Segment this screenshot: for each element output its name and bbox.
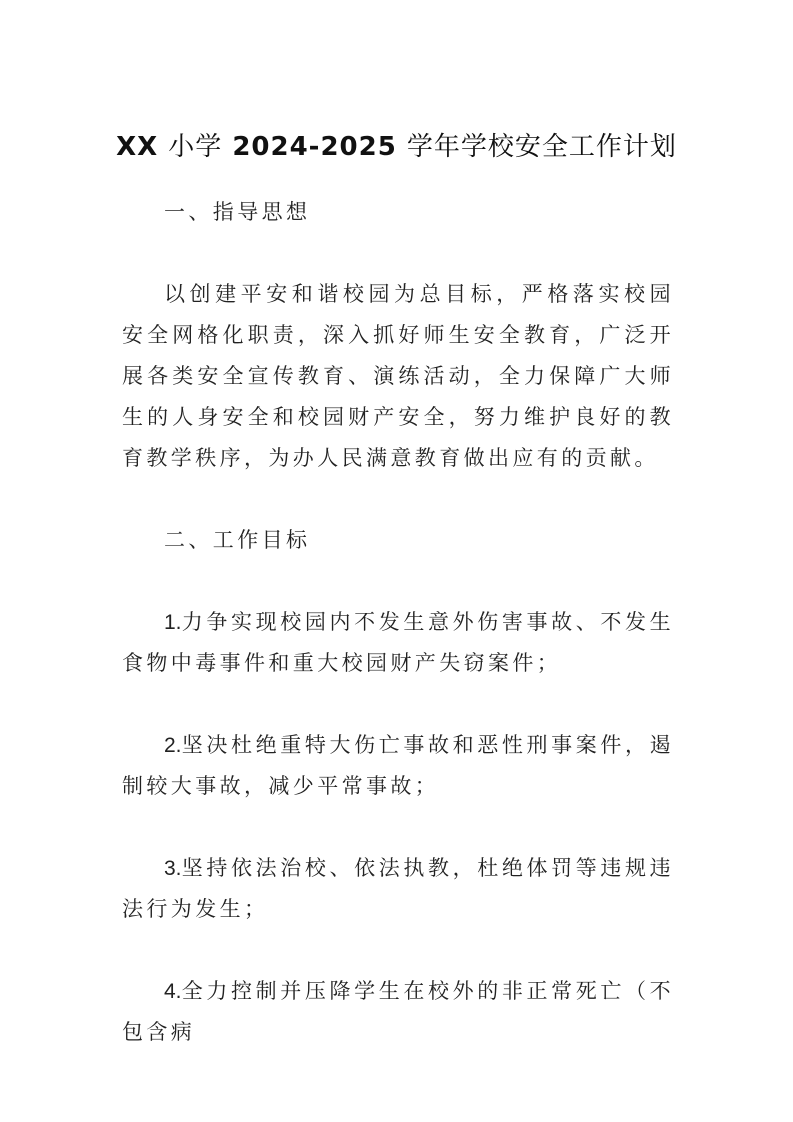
goal-text: 坚决杜绝重特大伤亡事故和恶性刑事案件，遏制较大事故，减少平常事故； (122, 733, 674, 798)
goal-text: 力争实现校园内不发生意外伤害事故、不发生食物中毒事件和重大校园财产失窃案件； (122, 610, 674, 675)
goal-item-2 (122, 725, 674, 807)
goal-number: 1. (164, 611, 182, 634)
goal-item-4 (122, 971, 674, 1053)
paragraph-guiding-ideology: 以创建平安和谐校园为总目标，严格落实校园安全网格化职责，深入抓好师生安全教育，广泛开展各类安全宣传教育、演练活动，全力保障广大师生的人身安全和校园财产安全，努力维护良好的教育教学秩序，为办人民满意教育做出应有的贡献。 (122, 282, 674, 470)
goal-number: 2. (164, 734, 182, 757)
title-school: 小学 (168, 132, 223, 162)
goal-text: 全力控制并压降学生在校外的非正常死亡（不包含病 (122, 979, 674, 1044)
section-heading-work-goals: 二、工作目标 (164, 528, 311, 552)
page-title (0, 126, 793, 163)
goal-item-3 (122, 848, 674, 930)
title-year: 2024-2025 (232, 132, 397, 162)
goal-number: 4. (164, 980, 182, 1003)
title-prefix: XX (116, 132, 159, 162)
goal-item-1 (122, 602, 674, 684)
goal-number: 3. (164, 857, 182, 880)
title-rest: 学年学校安全工作计划 (406, 132, 677, 162)
goal-text: 坚持依法治校、依法执教，杜绝体罚等违规违法行为发生； (122, 856, 674, 921)
section-heading-guiding-ideology: 一、指导思想 (164, 200, 311, 224)
